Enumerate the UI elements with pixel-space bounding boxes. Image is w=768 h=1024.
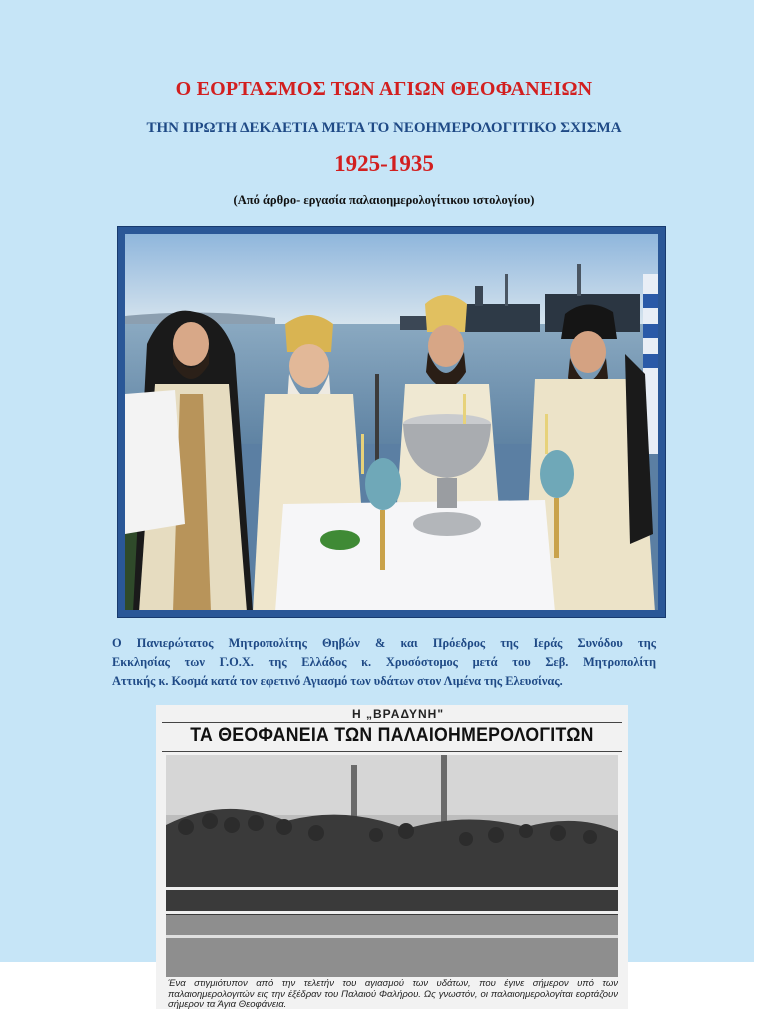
clipping-divider [162, 722, 622, 723]
caption-line: Εκκλησίας των Γ.Ο.Χ. της Ελλάδος κ. Χρυσόστομος μετά του Σεβ. Μητροπολίτη [112, 655, 656, 669]
photo-caption [112, 634, 656, 691]
historic-photo-illustration [166, 755, 618, 977]
blessing-of-waters-photo [125, 234, 658, 610]
page-title: Ο ΕΟΡΤΑΣΜΟΣ ΤΩΝ ΑΓΙΩΝ ΘΕΟΦΑΝΕΙΩΝ [175, 78, 593, 100]
clipping-caption: Ένα στιγμιότυπον από την τελετήν του αγιασμού των υδάτων, που έγινε σήμερον υπό των παλαιοημερολογιτών εις την έξέδραν του Παλαιού Φαλήρου. Ως γνωστόν, οι παλαιοημερολογίται εορτάζουν σήμερον τα Άγια Θεοφάνεια. [168, 978, 618, 1009]
newspaper-name: Η „ΒΡΑΔΥΝΗ" [352, 707, 445, 721]
color-photo-frame [117, 226, 666, 618]
historic-crowd-photo [166, 755, 618, 977]
clipping-divider [162, 751, 622, 752]
caption-line: Αττικής κ. Κοσμά κατά τον εφετινό Αγιασμό των υδάτων στον Λιμένα της Ελευσίνας. [112, 674, 563, 688]
source-note: (Από άρθρο- εργασία παλαιοημερολογίτικου ιστολογίου) [233, 193, 535, 207]
year-range: 1925-1935 [334, 151, 434, 176]
page-subtitle: ΤΗΝ ΠΡΩΤΗ ΔΕΚΑΕΤΙΑ ΜΕΤΑ ΤΟ ΝΕΟΗΜΕΡΟΛΟΓΙΤΙΚΟ ΣΧΙΣΜΑ [146, 120, 622, 136]
caption-line: Ο Πανιερώτατος Μητροπολίτης Θηβών & και Πρόεδρος της Ιεράς Συνόδου της [112, 636, 656, 650]
clipping-headline: ΤΑ ΘΕΟΦΑΝΕΙΑ ΤΩΝ ΠΑΛΑΙΟΗΜΕΡΟΛΟΓΙΤΩΝ [190, 725, 594, 746]
newspaper-clipping [156, 705, 628, 1009]
photo-illustration [125, 234, 658, 610]
